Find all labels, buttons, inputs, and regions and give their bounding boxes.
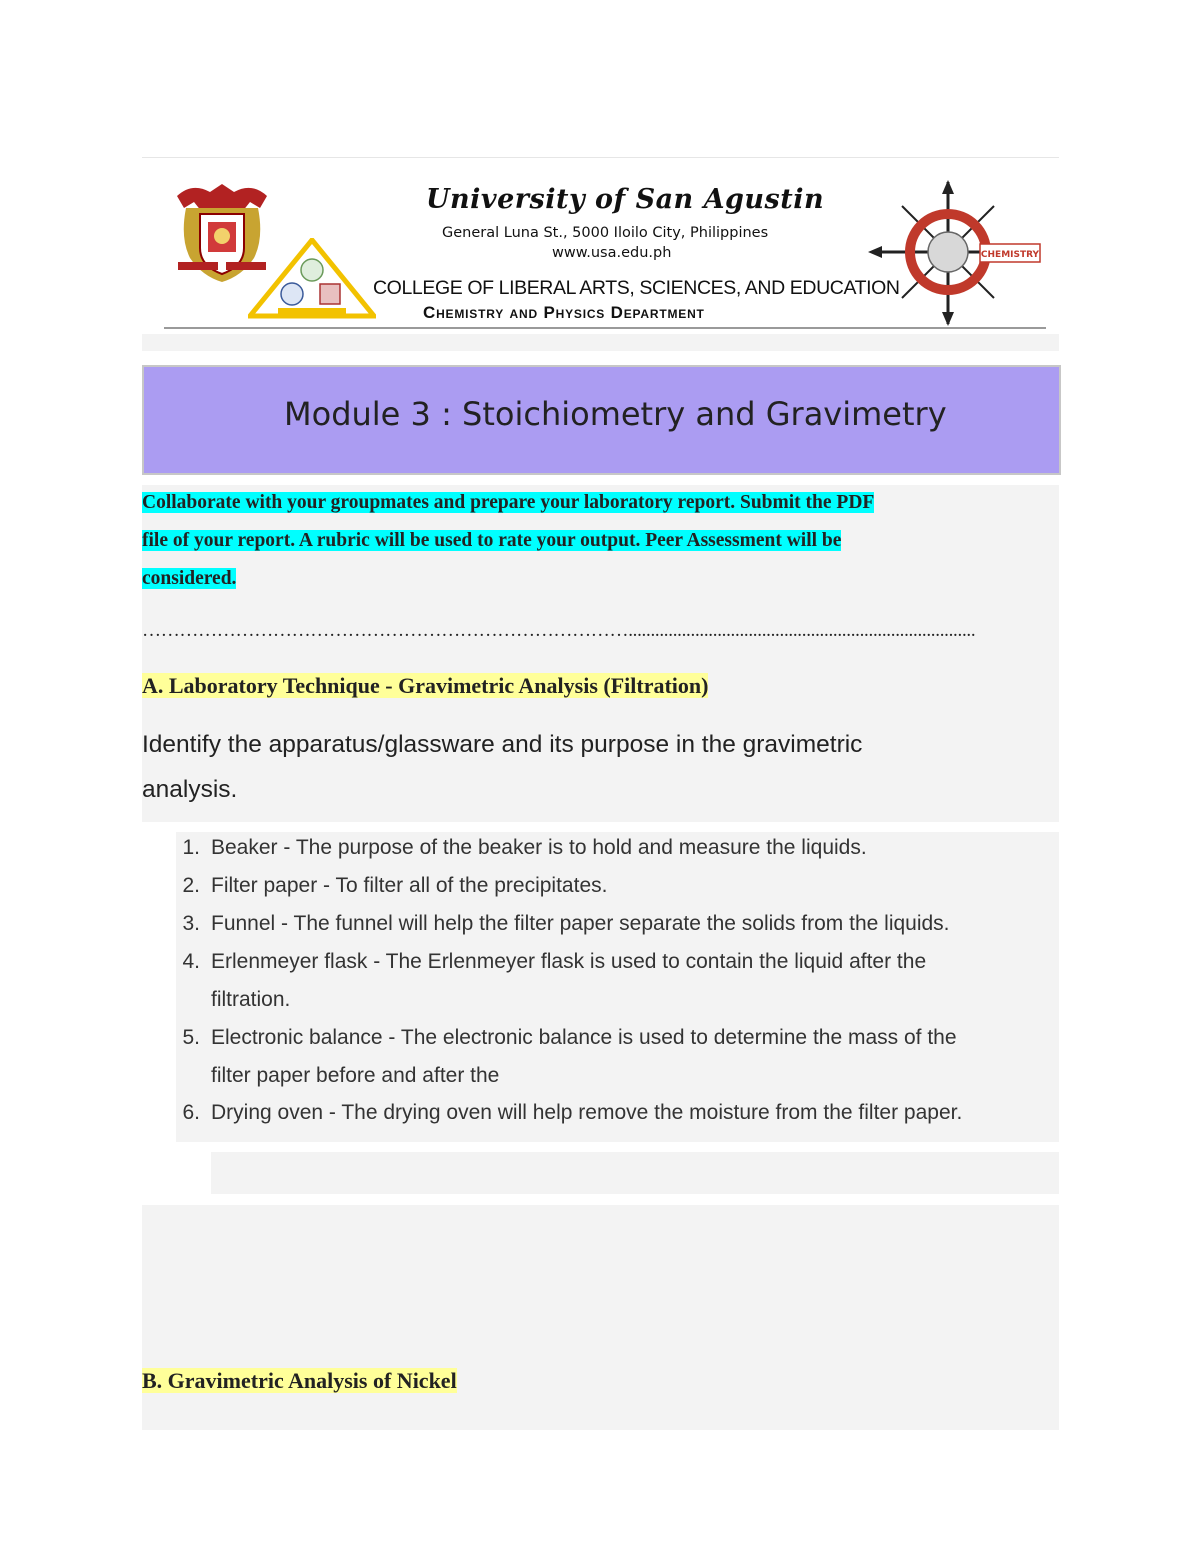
question-line-2: analysis. [142, 776, 238, 803]
section-b-heading-text: B. Gravimetric Analysis of Nickel [142, 1368, 457, 1393]
list-item: Funnel - The funnel will help the filter paper separate the solids from the liquids. [211, 912, 950, 935]
dotted-separator: …………………………………………………………………….............................................................................. [142, 620, 976, 641]
university-website: www.usa.edu.ph [552, 245, 672, 261]
list-item: Beaker - The purpose of the beaker is to hold and measure the liquids. [211, 836, 867, 859]
triangle-seals-logo [248, 238, 376, 320]
instructions-text: Collaborate with your groupmates and prepare your laboratory report. Submit the PDF [142, 492, 875, 513]
instructions-line-2 [142, 530, 841, 552]
list-item-number: 6. [182, 1101, 200, 1124]
question-line-1: Identify the apparatus/glassware and its purpose in the gravimetric [142, 731, 863, 758]
section-a-heading-text: A. Laboratory Technique - Gravimetric Analysis (Filtration) [142, 673, 709, 698]
college-name: COLLEGE OF LIBERAL ARTS, SCIENCES, AND EDUCATION [373, 277, 900, 299]
list-item-number: 4. [182, 950, 200, 973]
module-title: Module 3 : Stoichiometry and Gravimetry [284, 395, 947, 433]
list-item-number: 2. [182, 874, 200, 897]
list-item-continuation: filter paper before and after the [211, 1064, 500, 1087]
blank-answer-box [211, 1152, 1059, 1194]
list-item-number: 3. [182, 912, 200, 935]
list-item: Filter paper - To filter all of the precipitates. [211, 874, 608, 897]
section-b-panel [142, 1205, 1059, 1430]
list-item-number: 1. [182, 836, 200, 859]
spacer-band [142, 334, 1059, 351]
instructions-line-1 [142, 492, 874, 514]
section-a-heading [142, 673, 708, 699]
chemistry-compass-logo [868, 180, 1044, 326]
chemistry-logo-label: CHEMISTRY [980, 250, 1040, 260]
list-item-number: 5. [182, 1026, 200, 1049]
instructions-line-3 [142, 568, 236, 590]
university-address: General Luna St., 5000 Iloilo City, Philippines [442, 225, 769, 241]
department-name: Chemistry and Physics Department [423, 303, 705, 321]
university-name: University of San Agustin [426, 184, 825, 215]
section-b-heading [142, 1368, 457, 1394]
instructions-text: file of your report. A rubric will be used to rate your output. Peer Assessment will be [142, 530, 842, 551]
list-item: Electronic balance - The electronic balance is used to determine the mass of the [211, 1026, 957, 1049]
list-item: Erlenmeyer flask - The Erlenmeyer flask is used to contain the liquid after the [211, 950, 927, 973]
module-title-banner [142, 365, 1061, 475]
instructions-text: considered. [142, 568, 237, 589]
list-item-continuation: filtration. [211, 988, 291, 1011]
list-item: Drying oven - The drying oven will help remove the moisture from the filter paper. [211, 1101, 963, 1124]
header-divider [164, 327, 1046, 329]
